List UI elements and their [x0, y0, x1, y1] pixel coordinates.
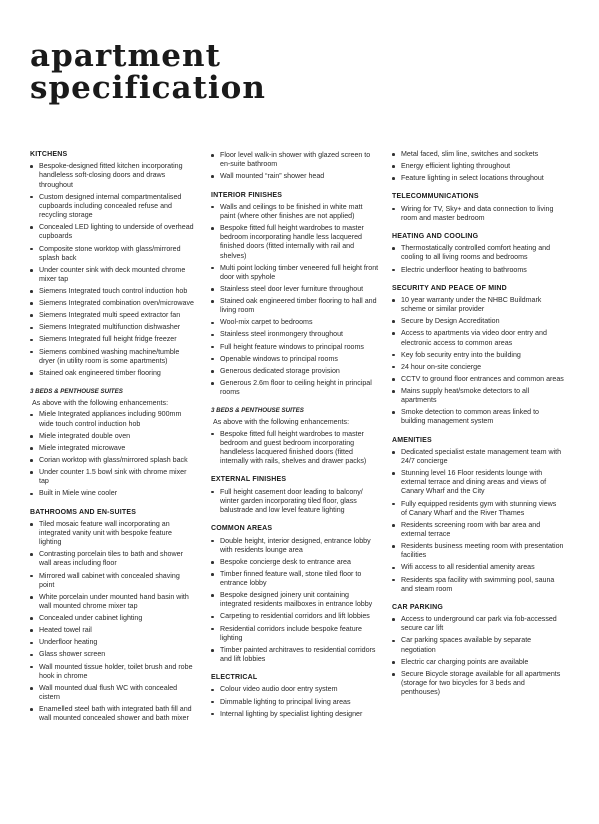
spec-section — [392, 284, 564, 427]
spec-item: Stunning level 16 Floor residents lounge with external terrace and dining areas and views of Canary Wharf and the City — [392, 469, 564, 497]
spec-item: Corian worktop with glass/mirrored splash back — [30, 456, 195, 465]
spec-item: Siemens combined washing machine/tumble dryer (in utility room is some apartments) — [30, 348, 195, 366]
spec-item: Composite stone worktop with glass/mirrored splash back — [30, 245, 195, 263]
spec-section — [392, 232, 564, 275]
spec-item: Electric underfloor heating to bathrooms — [392, 266, 564, 275]
spec-section — [392, 436, 564, 594]
spec-item: Access to apartments via video door entry and electronic access to common areas — [392, 329, 564, 347]
spec-item: Secure by Design Accreditation — [392, 317, 564, 326]
spec-section — [30, 150, 195, 378]
spec-item: Stained oak engineered timber flooring to hall and living room — [211, 297, 379, 315]
spec-item: Enamelled steel bath with integrated bath fill and wall mounted concealed shower and bath mixer — [30, 705, 195, 723]
spec-item: Access to underground car park via fob-accessed secure car lift — [392, 615, 564, 633]
spec-list — [211, 488, 379, 516]
spec-column-3 — [392, 150, 564, 706]
section-heading: INTERIOR FINISHES — [211, 191, 283, 199]
spec-section — [392, 192, 564, 223]
spec-item: Wool-mix carpet to bedrooms — [211, 318, 379, 327]
spec-item: Stainless steel ironmongery throughout — [211, 330, 379, 339]
spec-item: Bespoke fitted full height wardrobes to master bedroom and guest bedroom incorporating handleless lacquered finished doors (fitted internally with rails, shelves and drawer packs) — [211, 430, 379, 467]
spec-item: Siemens Integrated multi speed extractor fan — [30, 311, 195, 320]
spec-item: Concealed under cabinet lighting — [30, 614, 195, 623]
spec-item: Bespoke designed joinery unit containing integrated residents mailboxes in entrance lobby — [211, 591, 379, 609]
spec-item: Energy efficient lighting throughout — [392, 162, 564, 171]
spec-item: Heated towel rail — [30, 626, 195, 635]
spec-section — [211, 475, 379, 515]
spec-item: Wall mounted tissue holder, toilet brush and robe hook in chrome — [30, 663, 195, 681]
spec-list — [211, 537, 379, 665]
spec-item: Timber painted architraves to residential corridors and lift lobbies — [211, 646, 379, 664]
section-subheading: 3 BEDS & PENTHOUSE SUITES — [30, 388, 123, 396]
spec-item: Miele Integrated appliances including 900mm wide touch control induction hob — [30, 410, 195, 428]
spec-item: Fully equipped residents gym with stunning views of Canary Wharf and the River Thames — [392, 500, 564, 518]
spec-list — [392, 296, 564, 427]
spec-item: Secure Bicycle storage available for all apartments (storage for two bicycles for 3 beds and penthouses) — [392, 670, 564, 698]
spec-list — [211, 685, 379, 718]
spec-item: Under counter 1.5 bowl sink with chrome mixer tap — [30, 468, 195, 486]
spec-item: Under counter sink with deck mounted chrome mixer tap — [30, 266, 195, 284]
spec-item: Stainless steel door lever furniture throughout — [211, 285, 379, 294]
spec-list — [30, 162, 195, 378]
spec-list — [392, 615, 564, 697]
spec-item: Contrasting porcelain tiles to bath and shower wall areas including floor — [30, 550, 195, 568]
spec-item: Siemens Integrated full height fridge freezer — [30, 335, 195, 344]
section-heading: TELECOMMUNICATIONS — [392, 193, 479, 201]
spec-item: Dimmable lighting to principal living areas — [211, 698, 379, 707]
section-heading: EXTERNAL FINISHES — [211, 476, 287, 484]
spec-item: Electric car charging points are available — [392, 658, 564, 667]
section-subheading: 3 BEDS & PENTHOUSE SUITES — [211, 407, 304, 415]
spec-item: Floor level walk-in shower with glazed screen to en-suite bathroom — [211, 151, 379, 169]
spec-item: Mains supply heat/smoke detectors to all apartments — [392, 387, 564, 405]
spec-section — [392, 150, 564, 183]
section-heading: AMENITIES — [392, 436, 432, 444]
spec-section — [211, 673, 379, 719]
spec-item: Mirrored wall cabinet with concealed shaving point — [30, 572, 195, 590]
spec-column-2 — [211, 151, 379, 728]
spec-column-1 — [30, 150, 195, 733]
spec-item: Residents screening room with bar area and external terrace — [392, 521, 564, 539]
spec-section — [211, 524, 379, 664]
spec-item: Walls and ceilings to be finished in white matt paint (where other finishes are not applied) — [211, 203, 379, 221]
spec-item: Double height, interior designed, entrance lobby with residents lounge area — [211, 537, 379, 555]
spec-list — [211, 203, 379, 398]
spec-item: Residential corridors include bespoke feature lighting — [211, 625, 379, 643]
spec-item: Residents spa facility with swimming pool, sauna and steam room — [392, 576, 564, 594]
spec-item: Wall mounted dual flush WC with concealed cistern — [30, 684, 195, 702]
spec-section — [211, 406, 379, 466]
spec-item: Concealed LED lighting to underside of overhead cupboards — [30, 223, 195, 241]
spec-section — [30, 508, 195, 724]
spec-item: Residents business meeting room with presentation facilities — [392, 542, 564, 560]
spec-item: Wall mounted “rain” shower head — [211, 172, 379, 181]
spec-item: Tiled mosaic feature wall incorporating an integrated vanity unit with bespoke feature lighting — [30, 520, 195, 548]
spec-item: Car parking spaces available by separate negotiation — [392, 636, 564, 654]
spec-item: Underfloor heating — [30, 638, 195, 647]
spec-item: Generous 2.6m floor to ceiling height in principal rooms — [211, 379, 379, 397]
spec-item: Siemens Integrated touch control induction hob — [30, 287, 195, 296]
spec-item: Smoke detection to common areas linked to building management system — [392, 408, 564, 426]
spec-item: Multi point locking timber veneered full height front door with spyhole — [211, 264, 379, 282]
spec-item: Colour video audio door entry system — [211, 685, 379, 694]
spec-item: Siemens Integrated combination oven/microwave — [30, 299, 195, 308]
section-heading: HEATING AND COOLING — [392, 233, 479, 240]
page-title — [30, 40, 266, 104]
spec-item: Full height feature windows to principal rooms — [211, 343, 379, 352]
spec-item: Internal lighting by specialist lighting designer — [211, 710, 379, 719]
spec-item: Stained oak engineered timber flooring — [30, 369, 195, 378]
spec-section — [211, 151, 379, 182]
spec-list — [211, 430, 379, 467]
spec-section — [211, 191, 379, 398]
spec-item: Miele integrated double oven — [30, 432, 195, 441]
spec-item: Timber finned feature wall, stone tiled floor to entrance lobby — [211, 570, 379, 588]
spec-item: Carpeting to residential corridors and lift lobbies — [211, 612, 379, 621]
spec-item: Dedicated specialist estate management team with 24/7 concierge — [392, 448, 564, 466]
spec-list — [30, 520, 195, 724]
spec-list — [392, 244, 564, 275]
spec-item: Bespoke-designed fitted kitchen incorporating handleless soft-closing doors and draws throughout — [30, 162, 195, 190]
title-line-2: specification — [30, 70, 266, 106]
spec-item: Generous dedicated storage provision — [211, 367, 379, 376]
spec-item: Full height casement door leading to balcony/ winter garden incorporating tiled floor, glass balustrade and low level feature lighting — [211, 488, 379, 516]
spec-item: Built in Miele wine cooler — [30, 489, 195, 498]
spec-item: White porcelain under mounted hand basin with wall mounted chrome mixer tap — [30, 593, 195, 611]
spec-item: Siemens Integrated multifunction dishwasher — [30, 323, 195, 332]
title-line-1: apartment — [30, 38, 221, 74]
spec-item: Miele integrated microwave — [30, 444, 195, 453]
spec-item: Bespoke fitted full height wardrobes to master bedroom incorporating handle less lacquered finished doors (fitted internally with rail and shelves) — [211, 224, 379, 261]
section-heading: CAR PARKING — [392, 603, 444, 611]
spec-item: Metal faced, slim line, switches and sockets — [392, 150, 564, 159]
spec-item: 10 year warranty under the NHBC Buildmark scheme or similar provider — [392, 296, 564, 314]
spec-item: Feature lighting in select locations throughout — [392, 174, 564, 183]
spec-list — [392, 205, 564, 223]
spec-section — [392, 603, 564, 698]
spec-section — [30, 387, 195, 498]
section-heading: KITCHENS — [30, 151, 68, 158]
spec-item: Thermostatically controlled comfort heating and cooling to all living rooms and bedrooms — [392, 244, 564, 262]
spec-item: Glass shower screen — [30, 650, 195, 659]
section-heading: ELECTRICAL — [211, 674, 258, 682]
spec-item: Bespoke concierge desk to entrance area — [211, 558, 379, 567]
section-heading: COMMON AREAS — [211, 525, 273, 533]
spec-item: Wiring for TV, Sky+ and data connection to living room and master bedroom — [392, 205, 564, 223]
spec-item: 24 hour on-site concierge — [392, 363, 564, 372]
spec-item: Openable windows to principal rooms — [211, 355, 379, 364]
spec-item: Key fob security entry into the building — [392, 351, 564, 360]
section-intro: As above with the following enhancements: — [213, 418, 350, 427]
spec-list — [30, 410, 195, 498]
spec-list — [392, 448, 564, 594]
spec-list — [392, 150, 564, 183]
section-heading: SECURITY AND PEACE OF MIND — [392, 284, 507, 292]
spec-list — [211, 151, 379, 182]
section-heading: BATHROOMS AND EN-SUITES — [30, 508, 137, 516]
spec-item: Wifi access to all residential amenity areas — [392, 563, 564, 572]
spec-item: CCTV to ground floor entrances and common areas — [392, 375, 564, 384]
spec-item: Custom designed internal compartmentalised cupboards including concealed refuse and recycling storage — [30, 193, 195, 221]
section-intro: As above with the following enhancements: — [32, 399, 169, 408]
